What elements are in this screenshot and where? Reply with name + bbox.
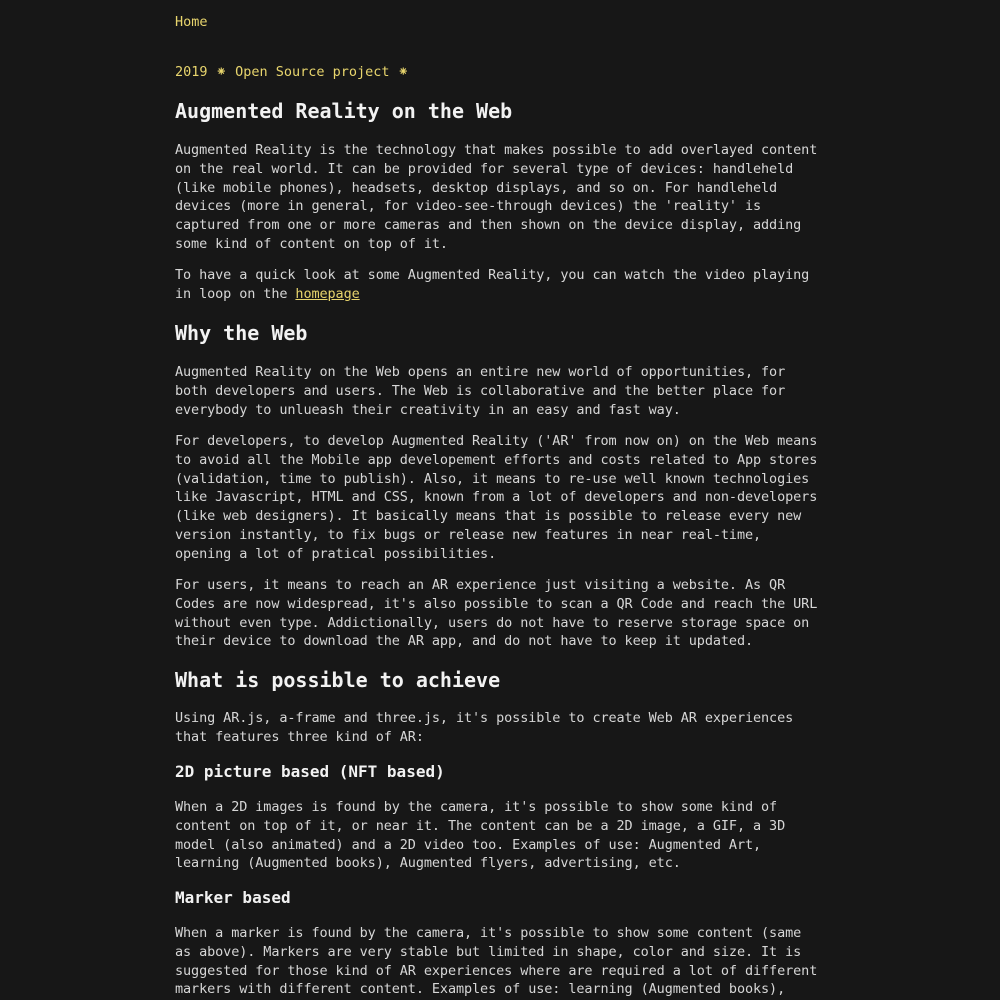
home-link[interactable]: Home	[175, 14, 208, 30]
nft-heading: 2D picture based (NFT based)	[175, 762, 445, 781]
why-heading: Why the Web	[175, 321, 308, 345]
what-paragraph-1: Using AR.js, a-frame and three.js, it's possible to create Web AR experiences that features three kind of AR:	[175, 710, 794, 745]
marker-paragraph-1: When a marker is found by the camera, it's possible to show some content (same as above). Markers are very stable but limited in shape, color and size. It is suggested for those kind of AR experiences where are required a lot of different markers with different content. Examples of use: learning (Augmented books),	[175, 925, 818, 998]
intro-paragraph-2	[175, 266, 825, 304]
why-paragraph-1: Augmented Reality on the Web opens an entire new world of opportunities, for both developers and users. The Web is collaborative and the better place for everybody to unlueash their creativity in an easy and fast way.	[175, 364, 786, 418]
why-paragraph-3: For users, it means to reach an AR experience just visiting a website. As QR Codes are now widespread, it's also possible to scan a QR Code and reach the URL without even type. Addictionally, users do not have to reserve storage space on their device to download the AR app, and do not have to keep it updated.	[175, 577, 818, 650]
intro-paragraph-2-text: To have a quick look at some Augmented Reality, you can watch the video playing in loop on the	[175, 267, 810, 302]
project-meta: 2019 ⁕ Open Source project ⁕	[175, 64, 409, 80]
page-title: Augmented Reality on the Web	[175, 99, 513, 123]
nft-paragraph-1: When a 2D images is found by the camera, it's possible to show some kind of content on top of it, or near it. The content can be a 2D image, a GIF, a 3D model (also animated) and a 2D video too. Examples of use: Augmented Art, learning (Augmented books), Augmented flyers, advertising, etc.	[175, 799, 786, 872]
homepage-link[interactable]: homepage	[295, 285, 360, 302]
intro-paragraph-1: Augmented Reality is the technology that makes possible to add overlayed content on the real world. It can be provided for several type of devices: handleheld (like mobile phones), headsets, desktop displays, and so on. For handleheld devices (more in general, for video-see-through devices) the 'reality' is captured from one or more cameras and then shown on the device display, adding some kind of content on top of it.	[175, 142, 818, 252]
marker-heading: Marker based	[175, 888, 291, 907]
why-paragraph-2: For developers, to develop Augmented Reality ('AR' from now on) on the Web means to avoid all the Mobile app developement efforts and costs related to App stores (validation, time to publish). Also, it means to re-use well known technologies like Javascript, HTML and CSS, known from a lot of developers and non-developers (like web designers). It basically means that is possible to release every new version instantly, to fix bugs or release new features in near real-time, opening a lot of pratical possibilities.	[175, 433, 818, 562]
what-heading: What is possible to achieve	[175, 668, 501, 692]
